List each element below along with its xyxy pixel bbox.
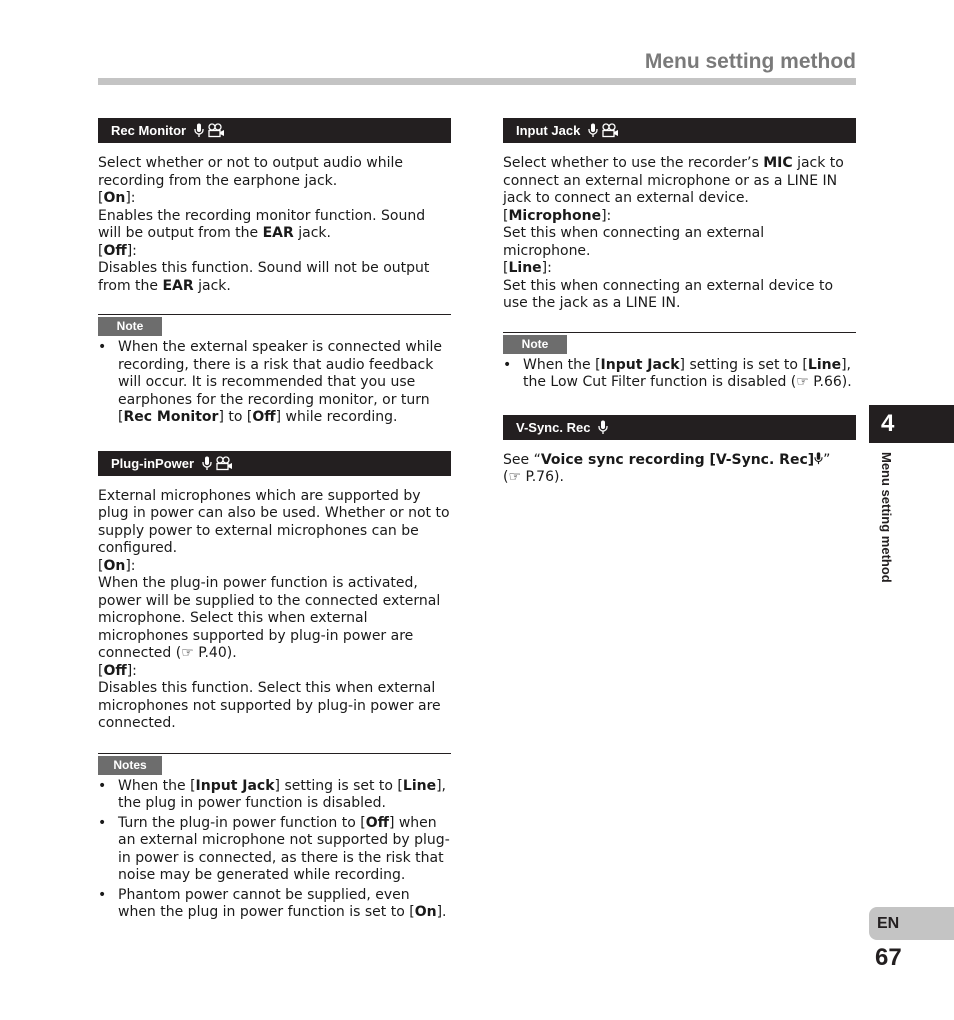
section-title: Rec Monitor (111, 123, 187, 138)
right-column (503, 118, 856, 487)
option-off-desc: Disables this function. Select this when external microphones not supported by plug-in power are connected. (98, 680, 441, 731)
option-on-desc: Enables the recording monitor function. Sound will be output from the EAR jack. (98, 207, 426, 241)
chapter-tab: 4 (869, 405, 954, 443)
option-microphone-desc: Set this when connecting an external microphone. (503, 225, 765, 259)
option-off: [Off]: (98, 242, 137, 259)
note-tag: Notes (98, 756, 162, 775)
note-item: • When the external speaker is connected while recording, there is a risk that audio feedback will occur. It is recommended that you use earphones for the recording monitor, or turn [Rec Monitor] to [Off] while recording. (98, 339, 451, 427)
section-bar-input-jack (503, 118, 856, 143)
section-title: Plug-inPower (111, 455, 195, 471)
chapter-side-label: Menu setting method (879, 452, 894, 583)
left-column (98, 118, 451, 924)
plug-in-power-intro: External microphones which are supported by plug in power can also be used. Whether or not to supply power to external microphones can be configured. (98, 487, 450, 556)
plug-in-power-body (98, 488, 451, 733)
input-jack-intro: Select whether to use the recorder’s MIC jack to connect an external microphone or as a LINE IN jack to connect an external device. (503, 155, 844, 206)
option-on: [On]: (98, 557, 136, 574)
page-title: Menu setting method (644, 50, 856, 73)
header-rule (98, 78, 856, 85)
mic-icon (194, 123, 204, 138)
option-off: [Off]: (98, 662, 137, 679)
video-camera-icon (215, 456, 233, 471)
v-sync-reference: See “Voice sync recording [V-Sync. Rec] ” (503, 451, 831, 468)
mic-icon (202, 456, 212, 471)
page-number: 67 (875, 944, 902, 971)
option-on: [On]: (98, 190, 136, 206)
v-sync-page-ref: (☞ P.76). (503, 469, 564, 485)
section-title: V-Sync. Rec (516, 419, 591, 435)
note-tag: Note (503, 335, 567, 354)
section-bar-v-sync-rec (503, 415, 856, 440)
note-block-input-jack (503, 332, 856, 392)
option-off-desc: Disables this function. Sound will not be output from the EAR jack. (98, 260, 430, 294)
option-on-desc: When the plug-in power function is activated, power will be supplied to the connected external microphone. Select this when external microphones supported by plug-in power are connected (☞ P.40). (98, 575, 441, 661)
section-bar-plug-in-power (98, 451, 451, 476)
v-sync-body (503, 452, 856, 487)
rec-monitor-intro: Select whether or not to output audio while recording from the earphone jack. (98, 155, 403, 189)
rec-monitor-body (98, 155, 451, 295)
video-camera-icon (207, 123, 225, 138)
mic-icon (598, 420, 608, 435)
note-item: • When the [Input Jack] setting is set to [Line], the plug in power function is disabled. (98, 778, 451, 813)
video-camera-icon (601, 123, 619, 138)
note-block-rec-monitor (98, 314, 451, 427)
note-item: • Phantom power cannot be supplied, even when the plug in power function is set to [On]. (98, 887, 451, 922)
note-tag: Note (98, 317, 162, 336)
option-line: [Line]: (503, 260, 552, 276)
note-item: • When the [Input Jack] setting is set to [Line], the Low Cut Filter function is disabled (☞ P.66). (503, 357, 856, 392)
section-bar-rec-monitor (98, 118, 451, 143)
note-item: • Turn the plug-in power function to [Off] when an external microphone not supported by plug-in power is connected, as there is the risk that noise may be generated while recording. (98, 815, 451, 885)
notes-block-plug-in-power (98, 753, 451, 922)
mic-icon (588, 123, 598, 138)
option-line-desc: Set this when connecting an external device to use the jack as a LINE IN. (503, 277, 834, 311)
mic-icon (814, 452, 823, 465)
option-microphone: [Microphone]: (503, 207, 612, 224)
language-tab: EN (869, 907, 954, 940)
section-title: Input Jack (516, 123, 581, 138)
input-jack-body (503, 155, 856, 313)
